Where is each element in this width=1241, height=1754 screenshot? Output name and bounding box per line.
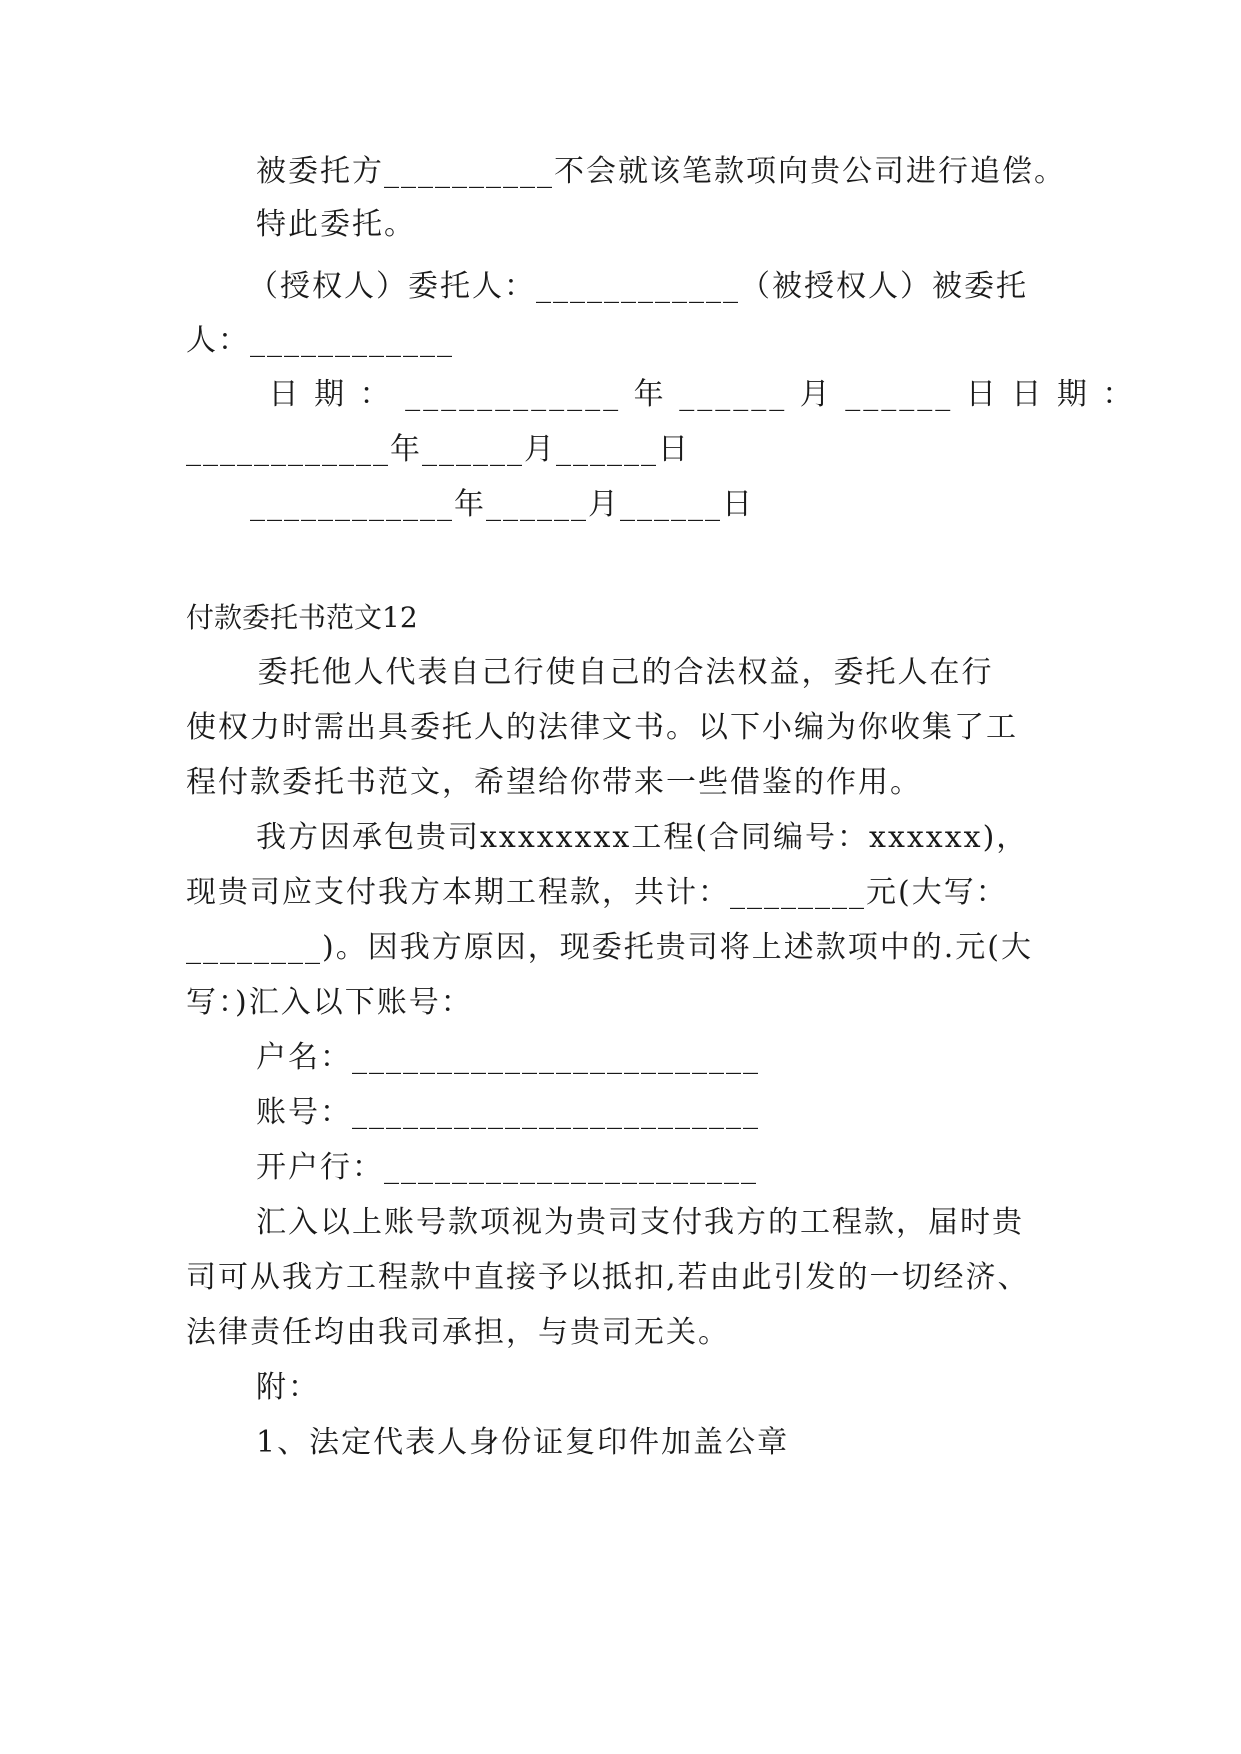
- account-name-field: 户名：________________________: [256, 1040, 760, 1075]
- section-title: 付款委托书范文12: [186, 601, 418, 634]
- closing-phrase: 特此委托。: [256, 207, 416, 242]
- account-number-field: 账号：________________________: [256, 1095, 760, 1130]
- date-line-1: 日 期 ： ____________ 年 ______ 月 ______ 日 日 期 ：: [256, 377, 1136, 412]
- intro-line-3: 程付款委托书范文，希望给你带来一些借鉴的作用。: [186, 765, 922, 800]
- body-line-3: ________)。因我方原因，现委托贵司将上述款项中的.元(大: [186, 930, 1033, 965]
- body-line-2: 现贵司应支付我方本期工程款，共计：________元(大写：: [186, 875, 1008, 910]
- intro-line-2: 使权力时需出具委托人的法律文书。以下小编为你收集了工: [186, 710, 1018, 745]
- attachment-heading: 附：: [256, 1370, 320, 1405]
- signature-line-delegate: 人：____________: [186, 323, 454, 358]
- bank-branch-field: 开户行：______________________: [256, 1150, 758, 1185]
- date-line-3: ____________年______月______日: [250, 487, 754, 522]
- body-line-6: 司可从我方工程款中直接予以抵扣,若由此引发的一切经济、: [186, 1260, 1030, 1295]
- clause-no-recourse: 被委托方__________不会就该笔款项向贵公司进行追偿。: [256, 154, 1066, 189]
- attachment-item-1: 1、法定代表人身份证复印件加盖公章: [256, 1425, 790, 1460]
- body-line-1: 我方因承包贵司xxxxxxxx工程(合同编号：xxxxxx)，: [256, 820, 1029, 855]
- body-line-5: 汇入以上账号款项视为贵司支付我方的工程款，届时贵: [256, 1205, 1024, 1240]
- date-line-2: ____________年______月______日: [186, 432, 690, 467]
- body-line-7: 法律责任均由我司承担，与贵司无关。: [186, 1315, 730, 1350]
- signature-line-parties: （授权人）委托人：____________（被授权人）被委托: [248, 269, 1028, 304]
- body-line-4: 写：)汇入以下账号：: [186, 985, 473, 1020]
- intro-line-1: 委托他人代表自己行使自己的合法权益，委托人在行: [246, 655, 994, 690]
